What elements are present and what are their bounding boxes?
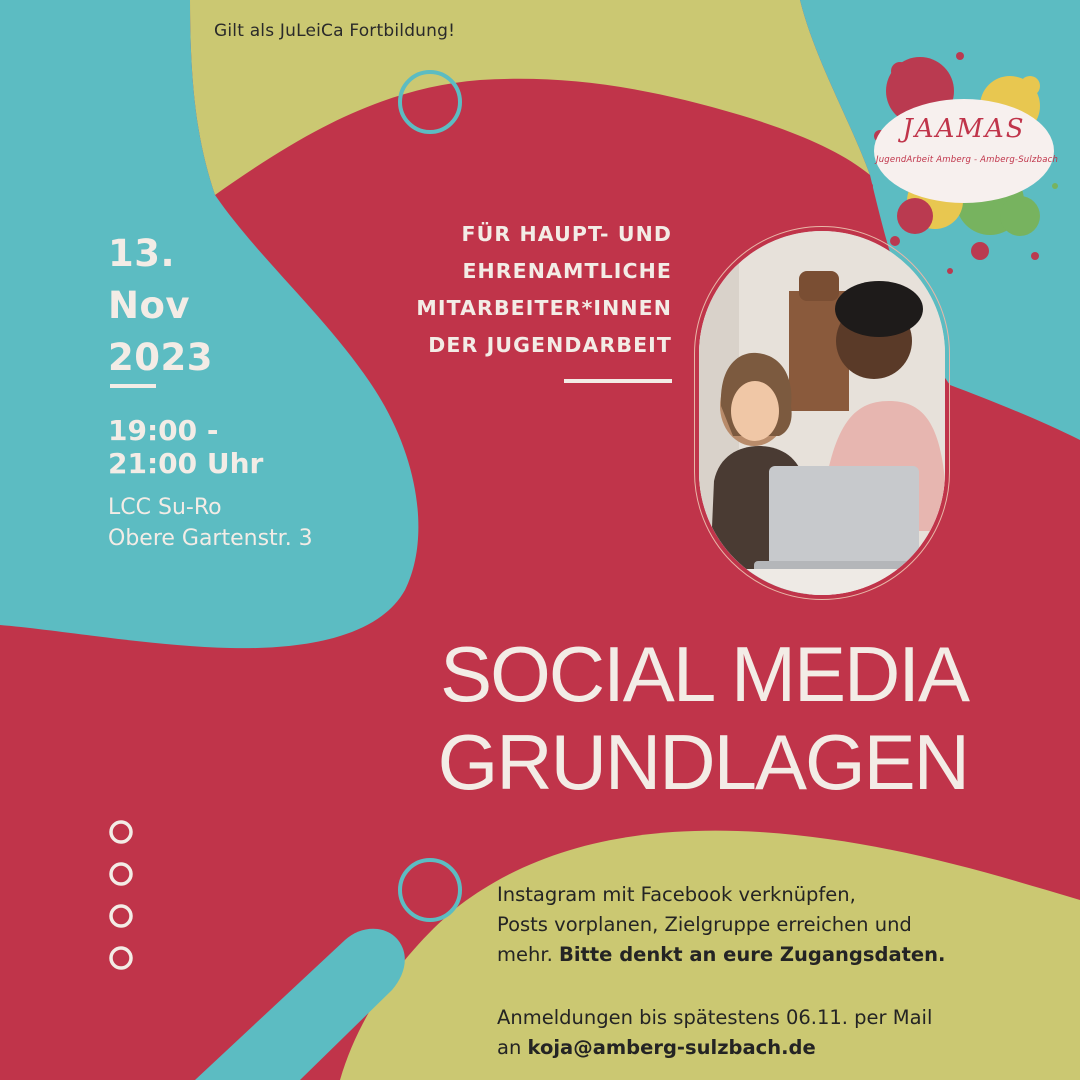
photo-frame [694, 226, 950, 600]
logo-subtitle: JugendArbeit Amberg - Amberg-Sulzbach [876, 155, 1059, 165]
photo [699, 231, 945, 595]
date-divider [110, 384, 156, 388]
description-line-1: Instagram mit Facebook verknüpfen, [497, 883, 856, 906]
two-people-laptop-photo-icon [699, 231, 945, 595]
audience-line-3: MITARBEITER*INNEN [416, 296, 672, 320]
audience-line-4: DER JUGENDARBEIT [428, 333, 672, 357]
event-venue [108, 492, 313, 554]
event-time [108, 414, 263, 480]
email-link[interactable]: koja@amberg-sulzbach.de [527, 1036, 816, 1059]
registration-line-2 [497, 1033, 1017, 1063]
venue-name: LCC Su-Ro [108, 495, 222, 520]
registration-prefix: an [497, 1036, 528, 1059]
audience-divider [564, 379, 672, 383]
time-end: 21:00 Uhr [108, 447, 264, 480]
description-plain: mehr. [497, 943, 559, 966]
headline-line-1: SOCIAL MEDIA [440, 630, 968, 718]
description [497, 880, 997, 970]
juleica-note: Gilt als JuLeiCa Fortbildung! [214, 21, 456, 41]
audience-text [312, 216, 672, 364]
date-month: Nov [108, 284, 191, 327]
description-note: Bitte denkt an eure Zugangsdaten. [558, 943, 946, 966]
description-line-2: Posts vorplanen, Zielgruppe erreichen und [497, 913, 912, 936]
logo-wordmark: JAAMAS [902, 114, 1026, 144]
headline [208, 630, 968, 806]
audience-line-1: FÜR HAUPT- UND [461, 222, 672, 246]
date-year: 2023 [108, 336, 213, 379]
audience-line-2: EHRENAMTLICHE [462, 259, 672, 283]
event-date [108, 228, 213, 384]
registration [497, 1003, 1017, 1063]
headline-line-2: GRUNDLAGEN [437, 718, 968, 806]
date-day: 13. [108, 232, 176, 275]
registration-line-1: Anmeldungen bis spätestens 06.11. per Mail [497, 1006, 933, 1029]
time-start: 19:00 - [108, 414, 219, 447]
venue-address: Obere Gartenstr. 3 [108, 526, 313, 551]
description-line-3 [497, 940, 997, 970]
